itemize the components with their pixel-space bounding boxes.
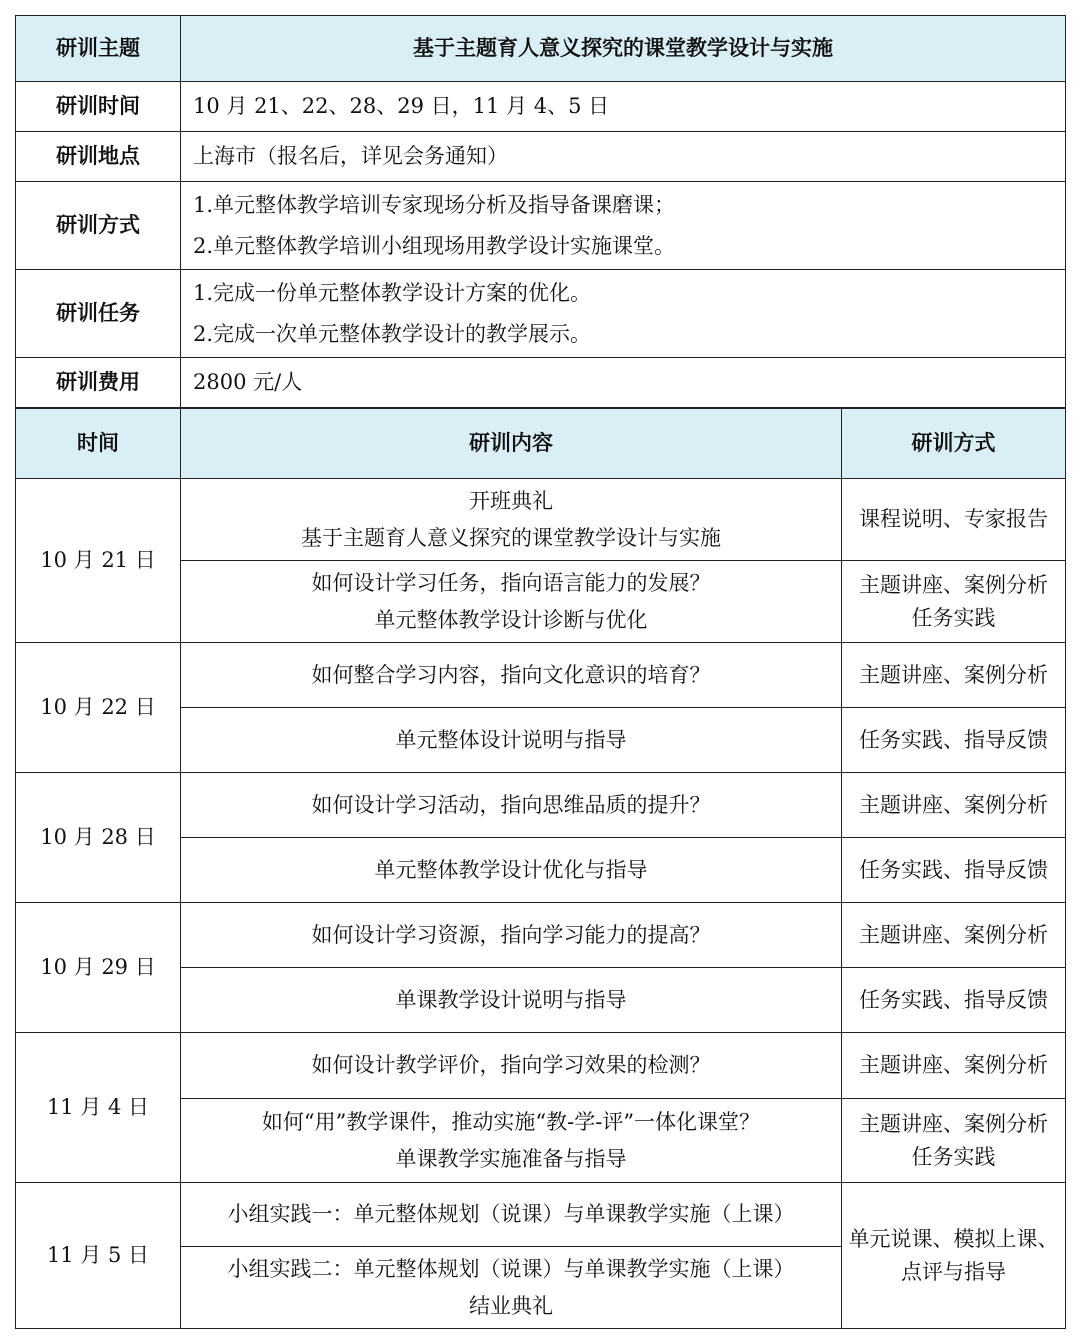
session-method: 主题讲座、案例分析 xyxy=(842,903,1066,968)
session-content: 如何设计学习资源，指向学习能力的提高？ xyxy=(181,903,842,968)
session-method: 单元说课、模拟上课、 点评与指导 xyxy=(842,1183,1066,1329)
info-label-time: 研训时间 xyxy=(16,82,181,132)
schedule-date: 11 月 5 日 xyxy=(16,1183,181,1329)
info-value-time: 10 月 21、22、28、29 日，11 月 4、5 日 xyxy=(181,82,1066,132)
session-content: 如何设计学习活动，指向思维品质的提升？ xyxy=(181,773,842,838)
session-content: 单元整体设计说明与指导 xyxy=(181,708,842,773)
schedule-date: 10 月 29 日 xyxy=(16,903,181,1033)
session-method: 任务实践、指导反馈 xyxy=(842,708,1066,773)
session-content: 开班典礼 基于主题育人意义探究的课堂教学设计与实施 xyxy=(181,479,842,561)
session-method: 任务实践、指导反馈 xyxy=(842,968,1066,1033)
info-value-location: 上海市（报名后，详见会务通知） xyxy=(181,132,1066,182)
schedule-header-method: 研训方式 xyxy=(842,409,1066,479)
info-label-fee: 研训费用 xyxy=(16,358,181,408)
info-value-method: 1.单元整体教学培训专家现场分析及指导备课磨课； 2.单元整体教学培训小组现场用教学设计实施课堂。 xyxy=(181,182,1066,270)
session-content: 小组实践二：单元整体规划（说课）与单课教学实施（上课） 结业典礼 xyxy=(181,1247,842,1329)
session-content: 如何设计教学评价，指向学习效果的检测？ xyxy=(181,1033,842,1099)
session-content: 如何整合学习内容，指向文化意识的培育？ xyxy=(181,643,842,708)
schedule-date: 11 月 4 日 xyxy=(16,1033,181,1183)
info-label-task: 研训任务 xyxy=(16,270,181,358)
session-content: 小组实践一：单元整体规划（说课）与单课教学实施（上课） xyxy=(181,1183,842,1247)
schedule-table xyxy=(15,408,1066,1329)
session-method: 主题讲座、案例分析 任务实践 xyxy=(842,561,1066,643)
theme-value: 基于主题育人意义探究的课堂教学设计与实施 xyxy=(181,16,1066,82)
info-label-method: 研训方式 xyxy=(16,182,181,270)
session-method: 主题讲座、案例分析 xyxy=(842,1033,1066,1099)
session-method: 主题讲座、案例分析 xyxy=(842,773,1066,838)
theme-label: 研训主题 xyxy=(16,16,181,82)
schedule-date: 10 月 28 日 xyxy=(16,773,181,903)
session-content: 如何“用”教学课件，推动实施“教-学-评”一体化课堂？ 单课教学实施准备与指导 xyxy=(181,1099,842,1183)
schedule-date: 10 月 21 日 xyxy=(16,479,181,643)
info-table xyxy=(15,15,1066,408)
session-method: 主题讲座、案例分析 任务实践 xyxy=(842,1099,1066,1183)
session-content: 如何设计学习任务，指向语言能力的发展？ 单元整体教学设计诊断与优化 xyxy=(181,561,842,643)
schedule-header-time: 时间 xyxy=(16,409,181,479)
session-content: 单课教学设计说明与指导 xyxy=(181,968,842,1033)
schedule-date: 10 月 22 日 xyxy=(16,643,181,773)
info-label-location: 研训地点 xyxy=(16,132,181,182)
schedule-header-content: 研训内容 xyxy=(181,409,842,479)
session-method: 课程说明、专家报告 xyxy=(842,479,1066,561)
session-content: 单元整体教学设计优化与指导 xyxy=(181,838,842,903)
session-method: 任务实践、指导反馈 xyxy=(842,838,1066,903)
session-method: 主题讲座、案例分析 xyxy=(842,643,1066,708)
info-value-fee: 2800 元/人 xyxy=(181,358,1066,408)
info-value-task: 1.完成一份单元整体教学设计方案的优化。 2.完成一次单元整体教学设计的教学展示。 xyxy=(181,270,1066,358)
